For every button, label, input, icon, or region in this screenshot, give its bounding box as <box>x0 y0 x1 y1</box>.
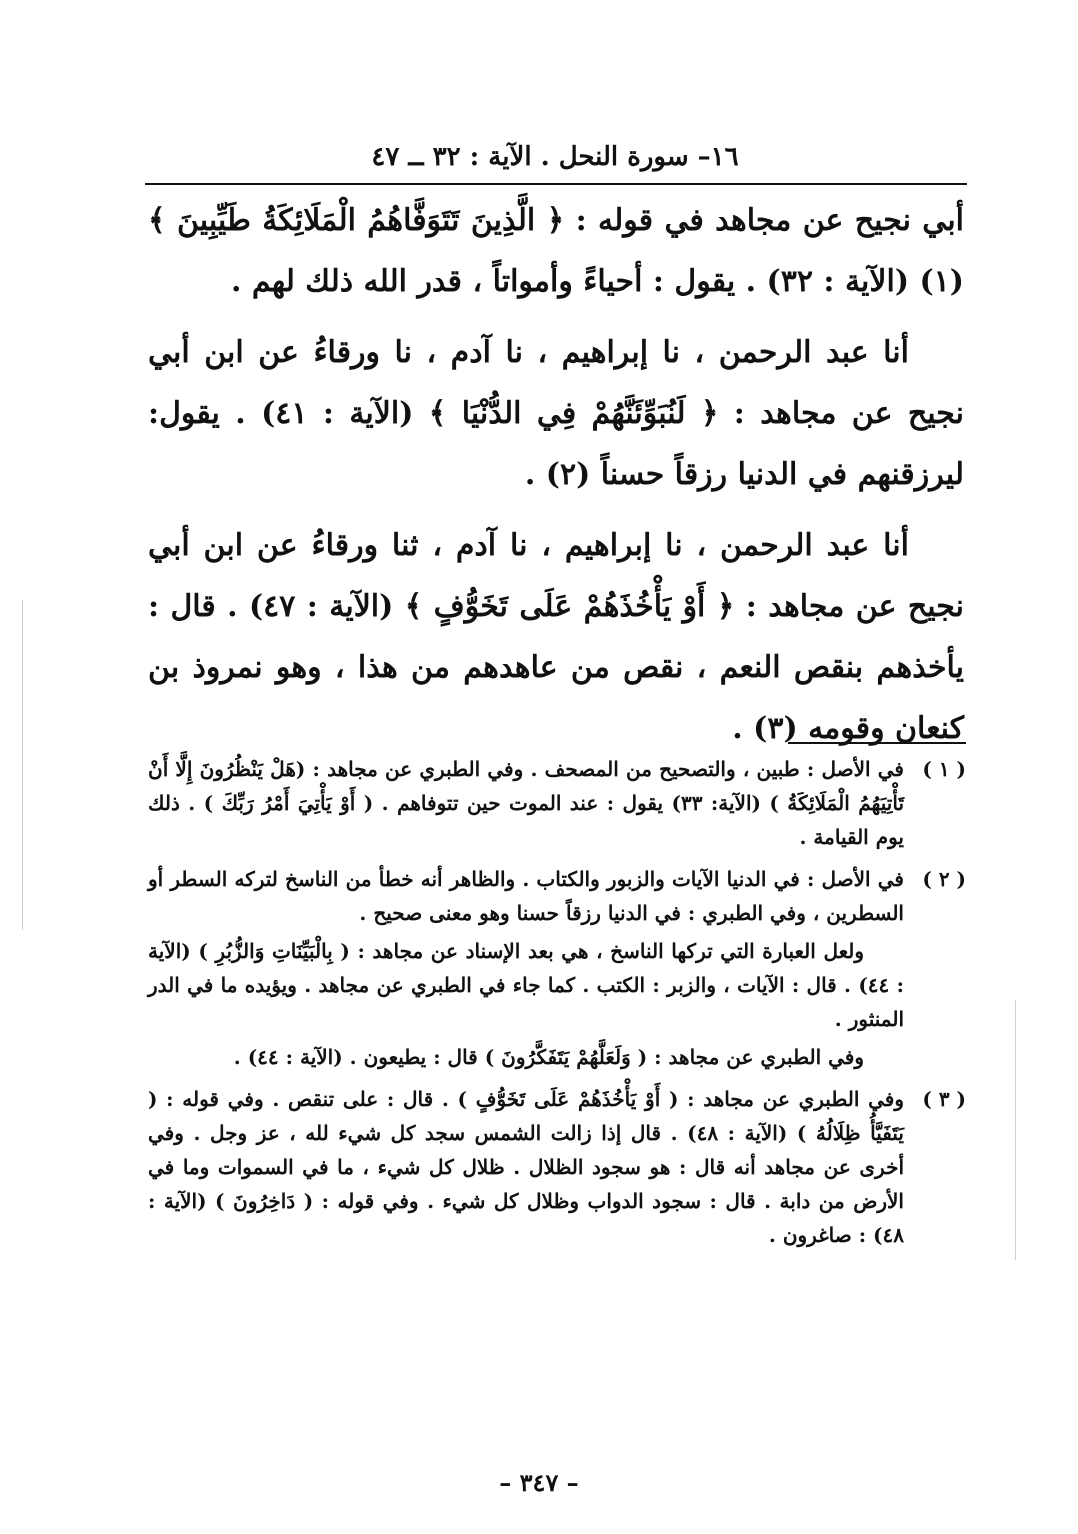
main-paragraph: أبي نجيح عن مجاهد في قوله : ﴿ الَّذِينَ تَتَوَفَّاهُمُ الْمَلَائِكَةُ طَيِّبِينَ ﴾ (١) (الآية : ٣٢) . يقول : أحياءً وأمواتاً ، قدر الله ذلك لهم . <box>148 203 964 299</box>
footnotes <box>148 752 966 1260</box>
footnote-body <box>148 752 904 858</box>
footnote-rule <box>788 742 966 744</box>
footnote-body <box>148 862 904 1078</box>
footnote-text: في الأصل : في الدنيا الآيات والزبور والكتاب . والظاهر أنه خطأ من الناسخ لتركه السطر أو السطرين ، وفي الطبري : في الدنيا رزقاً حسنا وهو معنى صحيح . <box>148 867 904 925</box>
footnote-text: وفي الطبري عن مجاهد : ( وَلَعَلَّهُمْ يَتَفَكَّرُونَ ) قال : يطيعون . (الآية : ٤٤) . <box>233 1045 864 1069</box>
footnote-text: في الأصل : طبين ، والتصحيح من المصحف . وفي الطبري عن مجاهد : (هَلْ يَنْظُرُونَ إِلَّا أَنْ تَأْتِيَهُمُ الْمَلَائِكَةُ ) (الآية: ٣٣) يقول : عند الموت حين تتوفاهم . ( أَوْ يَأْتِيَ أَمْرُ رَبِّكَ ) . ذلك يوم القيامة . <box>148 757 905 849</box>
footnote-text: وفي الطبري عن مجاهد : ( أَوْ يَأْخُذَهُمْ عَلَى تَخَوُّفٍ ) . قال : على تنقص . وفي قوله : ( يَتَفَيَّأُ ظِلَالُهُ ) (الآية : ٤٨) . قال إذا زالت الشمس سجد كل شيء لله ، عز وجل . وفي أخرى عن مجاهد أنه قال : هو سجود الظلال . ظلال كل شيء ، ما في السموات وما في الأرض من دابة . قال : سجود الدواب وظلال كل شيء . وفي قوله : ( دَاخِرُونَ ) (الآية : ٤٨) : صاغرون . <box>148 1087 904 1247</box>
footnote-2 <box>148 862 966 1078</box>
footnote-body <box>148 1082 904 1256</box>
header-rule <box>145 183 967 185</box>
scan-artifact-line <box>22 600 23 930</box>
footnote-number: ( ١ ) <box>922 757 966 781</box>
main-paragraph: أنا عبد الرحمن ، نا إبراهيم ، نا آدم ، ثنا ورقاءُ عن ابن أبي نجيح عن مجاهد : ﴿ أَوْ يَأْخُذَهُمْ عَلَى تَخَوُّفٍ ﴾ (الآية : ٤٧) . قال : يأخذهم بنقص النعم ، نقص من عاهدهم من هذا ، وهو نمروذ بن كنعان وقومه (٣) . <box>148 528 965 746</box>
footnote-number: ( ٢ ) <box>922 867 966 891</box>
main-paragraph: أنا عبد الرحمن ، نا إبراهيم ، نا آدم ، نا ورقاءُ عن ابن أبي نجيح عن مجاهد : ﴿ لَنُبَوِّئَنَّهُمْ فِي الدُّنْيَا ﴾ (الآية : ٤١) . يقول: ليرزقنهم في الدنيا رزقاً حسناً (٢) . <box>148 335 964 492</box>
running-header: ١٦– سورة النحل . الآية : ٣٢ ــ ٤٧ <box>371 142 739 172</box>
footnote-text: ولعل العبارة التي تركها الناسخ ، هي بعد الإسناد عن مجاهد : ( بِالْبَيِّنَاتِ وَالزُّبُرِ ) (الآية : ٤٤) . قال : الآيات ، والزبر : الكتب . كما جاء في الطبري عن مجاهد . ويؤيده ما في الدر المنثور . <box>148 939 904 1031</box>
scan-artifact-line <box>1015 1000 1016 1260</box>
main-text <box>148 190 964 769</box>
page-number: – ٣٤٧ – <box>499 1468 579 1497</box>
footnote-number: ( ٣ ) <box>922 1087 966 1111</box>
footnote-3 <box>148 1082 966 1256</box>
footnote-1 <box>148 752 966 858</box>
